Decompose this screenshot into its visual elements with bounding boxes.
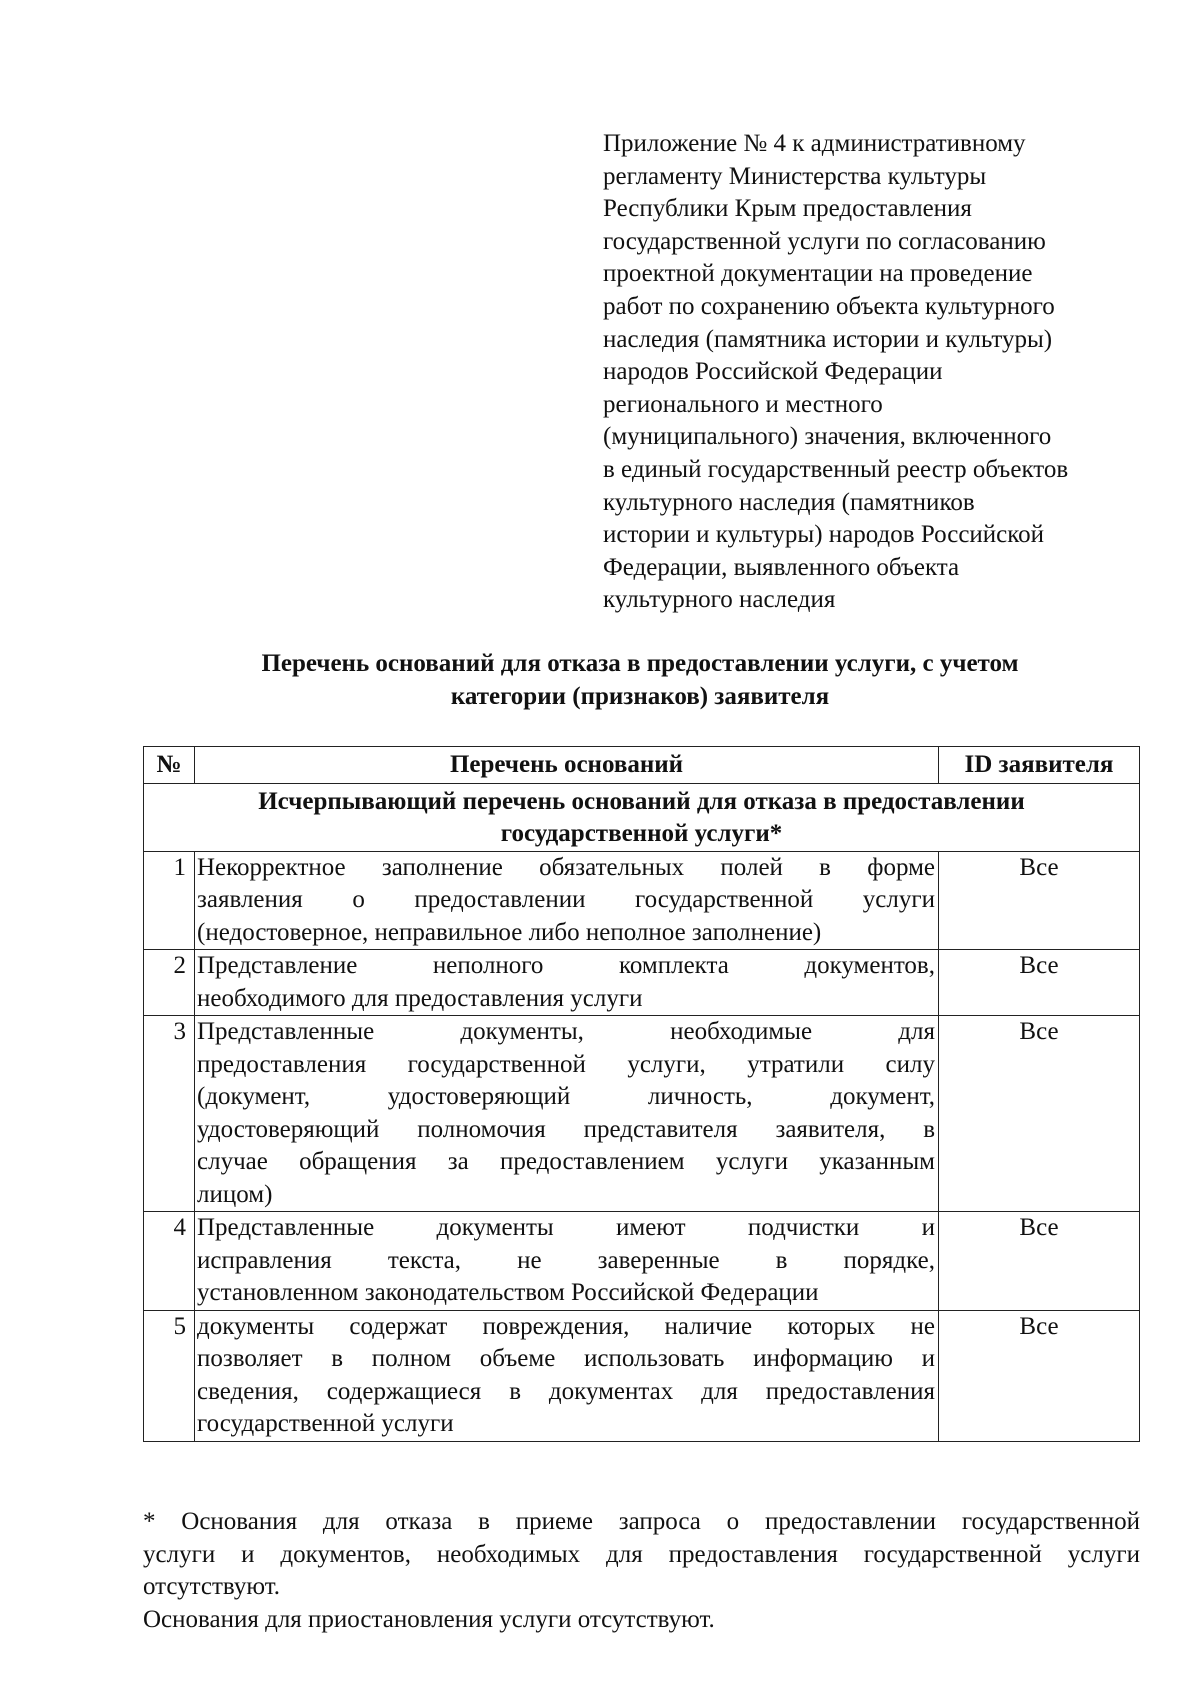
- title-line-1: Перечень оснований для отказа в предоставлении услуги, с учетом: [261, 650, 1019, 677]
- reason-line: Представление неполного комплекта документов,: [197, 952, 935, 979]
- appendix-line: (муниципального) значения, включенного: [603, 423, 1052, 451]
- reason-line: Представленные документы, необходимые для: [197, 1018, 935, 1045]
- table-row: [144, 1310, 1140, 1441]
- appendix-line: Приложение № 4 к административному: [603, 130, 1026, 157]
- appendix-line: работ по сохранению объекта культурного: [603, 292, 1055, 320]
- appendix-line: Федерации, выявленного объекта: [603, 553, 960, 581]
- reason-line: государственной услуги: [197, 1410, 454, 1437]
- row-number: 4: [144, 1212, 195, 1311]
- reason-line: предоставления государственной услуги, утратили силу: [197, 1050, 935, 1078]
- row-reason: [195, 1212, 939, 1311]
- row-applicant-id: Все: [939, 1212, 1140, 1311]
- section-heading: [144, 783, 1140, 851]
- reason-line: исправления текста, не заверенные в порядке,: [197, 1246, 935, 1274]
- appendix-line: регионального и местного: [603, 390, 883, 418]
- row-reason: [195, 851, 939, 950]
- table-row: [144, 1016, 1140, 1212]
- table-row: [144, 1212, 1140, 1311]
- reason-line: Некорректное заполнение обязательных полей в форме: [197, 853, 935, 881]
- reason-line: случае обращения за предоставлением услуги указанным: [197, 1148, 935, 1175]
- reason-line: сведения, содержащиеся в документах для предоставления: [197, 1377, 935, 1405]
- row-reason: [195, 1310, 939, 1441]
- header-num: №: [144, 747, 195, 784]
- table-row: [144, 950, 1140, 1016]
- appendix-note: [603, 128, 1163, 617]
- appendix-line: регламенту Министерства культуры: [603, 162, 987, 190]
- reason-line: (документ, удостоверяющий личность, документ,: [197, 1083, 935, 1110]
- row-applicant-id: Все: [939, 851, 1140, 950]
- footnote-line: отсутствуют.: [143, 1573, 281, 1600]
- appendix-line: государственной услуги по согласованию: [603, 227, 1046, 255]
- row-number: 5: [144, 1310, 195, 1441]
- reason-line: необходимого для предоставления услуги: [197, 984, 643, 1012]
- section-line-2: государственной услуги*: [500, 820, 783, 847]
- table-section-row: [144, 783, 1140, 851]
- appendix-line: истории и культуры) народов Российской: [603, 521, 1045, 549]
- document-title: [140, 647, 1140, 713]
- section-line-1: Исчерпывающий перечень оснований для отказа в предоставлении: [258, 787, 1025, 815]
- appendix-line: культурного наследия: [603, 586, 836, 614]
- appendix-line: народов Российской Федерации: [603, 358, 943, 386]
- reason-line: Представленные документы имеют подчистки и: [197, 1214, 935, 1241]
- row-number: 3: [144, 1016, 195, 1212]
- row-reason: [195, 1016, 939, 1212]
- reason-line: позволяет в полном объеме использовать информацию и: [197, 1345, 935, 1372]
- row-reason: [195, 950, 939, 1016]
- reason-line: документы содержат повреждения, наличие которых не: [197, 1312, 935, 1340]
- title-line-2: категории (признаков) заявителя: [450, 683, 830, 710]
- header-id: ID заявителя: [939, 747, 1140, 784]
- reason-line: (недостоверное, неправильное либо неполное заполнение): [197, 918, 822, 946]
- table-row: [144, 851, 1140, 950]
- row-applicant-id: Все: [939, 1310, 1140, 1441]
- appendix-line: Республики Крым предоставления: [603, 195, 972, 223]
- reason-line: удостоверяющий полномочия представителя заявителя, в: [197, 1115, 935, 1143]
- reason-line: заявления о предоставлении государственной услуги: [197, 886, 935, 913]
- reasons-table: [143, 746, 1140, 1442]
- header-reasons: Перечень оснований: [195, 747, 939, 784]
- footnote-line: услуги и документов, необходимых для предоставления государственной услуги: [143, 1540, 1140, 1568]
- reason-line: лицом): [197, 1180, 273, 1208]
- row-applicant-id: Все: [939, 950, 1140, 1016]
- appendix-line: наследия (памятника истории и культуры): [603, 325, 1053, 353]
- suspension-note: Основания для приостановления услуги отсутствуют.: [143, 1605, 715, 1633]
- footnote-line: * Основания для отказа в приеме запроса о предоставлении государственной: [143, 1508, 1140, 1535]
- row-number: 2: [144, 950, 195, 1016]
- reason-line: установленном законодательством Российской Федерации: [197, 1279, 819, 1306]
- appendix-line: культурного наследия (памятников: [603, 488, 975, 516]
- row-number: 1: [144, 851, 195, 950]
- appendix-line: в единый государственный реестр объектов: [603, 455, 1069, 483]
- appendix-line: проектной документации на проведение: [603, 260, 1033, 288]
- table-header-row: [144, 747, 1140, 784]
- row-applicant-id: Все: [939, 1016, 1140, 1212]
- footnote: [143, 1506, 1140, 1636]
